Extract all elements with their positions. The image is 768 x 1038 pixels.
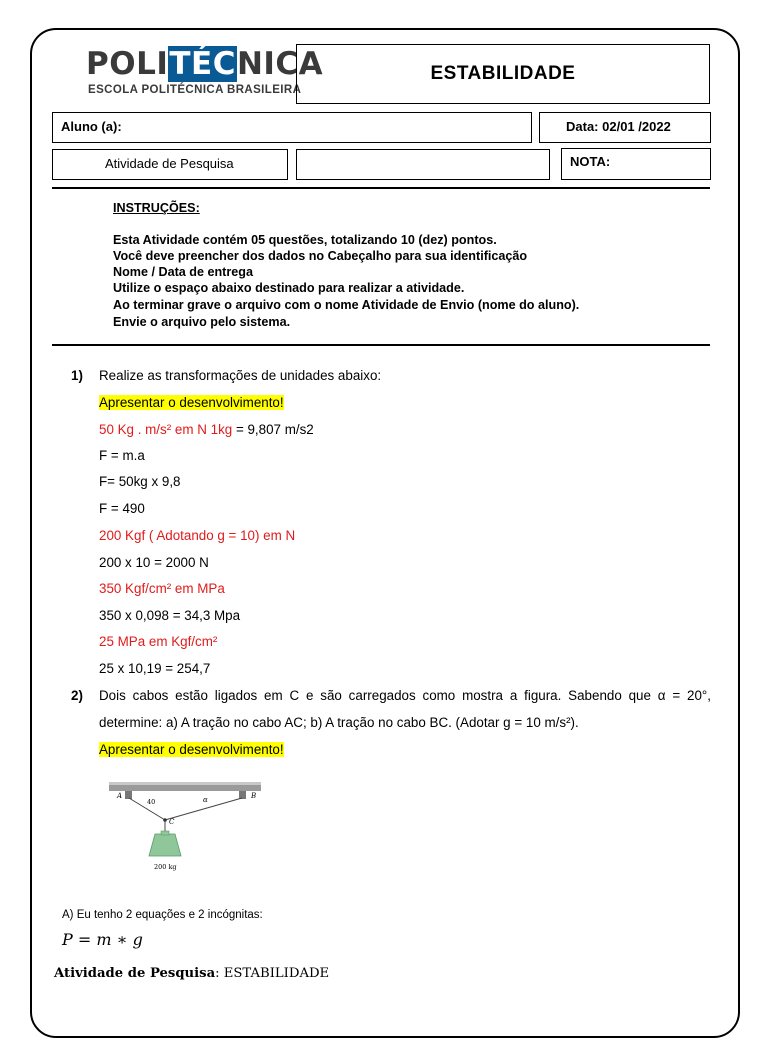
- student-name-field[interactable]: [52, 112, 532, 143]
- angle-alpha-label: α: [203, 796, 208, 804]
- question-2-number: 2): [71, 688, 83, 703]
- page-title: ESTABILIDADE: [430, 63, 576, 84]
- q1-item-4: 25 MPa em Kgf/cm²: [99, 634, 218, 649]
- instruction-line: Esta Atividade contém 05 questões, totalizando 10 (dez) pontos.: [113, 233, 497, 247]
- divider-top: [52, 187, 710, 189]
- title-box: [296, 44, 710, 104]
- q2-formula: P = m ∗ g: [62, 930, 143, 949]
- logo-wordmark: POLITÉCNICA: [86, 46, 324, 82]
- q1-work-line: F= 50kg x 9,8: [99, 474, 181, 489]
- activity-type-label: Atividade de Pesquisa: [105, 156, 234, 171]
- grade-label: NOTA:: [570, 154, 611, 169]
- mass-label: 200 kg: [154, 863, 177, 871]
- student-name-label: Aluno (a):: [61, 119, 122, 134]
- instruction-line: Você deve preencher dos dados no Cabeçalho para sua identificação: [113, 249, 528, 263]
- page-footer: Atividade de Pesquisa: ESTABILIDADE: [54, 966, 330, 981]
- instruction-line: Envie o arquivo pelo sistema.: [113, 315, 291, 329]
- q2-development-note: Apresentar o desenvolvimento!: [99, 742, 284, 757]
- logo-subtitle: ESCOLA POLITÉCNICA BRASILEIRA: [88, 84, 302, 96]
- activity-type-box: [52, 149, 288, 180]
- instruction-line: Nome / Data de entrega: [113, 265, 253, 279]
- label-c: C: [169, 818, 175, 826]
- instruction-line: Utilize o espaço abaixo destinado para realizar a atividade.: [113, 281, 465, 295]
- q2-answer-intro: A) Eu tenho 2 equações e 2 incógnitas:: [62, 909, 263, 921]
- q1-item-2: 200 Kgf ( Adotando g = 10) em N: [99, 528, 296, 543]
- q1-item-1: 50 Kg . m/s² em N 1kg = 9,807 m/s2: [99, 422, 314, 437]
- angle-40-label: 40: [147, 798, 156, 806]
- q1-development-note: Apresentar o desenvolvimento!: [99, 395, 284, 410]
- q1-work-line: 25 x 10,19 = 254,7: [99, 661, 211, 676]
- question-2-text: Dois cabos estão ligados em C e são carregados como mostra a figura. Sabendo que α = 20°, determine: a) A tração no cabo AC; b) A tração no cabo BC. (Adotar g = 10 m/s²).: [99, 688, 711, 730]
- politecnica-logo: [86, 46, 324, 104]
- q1-item-3: 350 Kgf/cm² em MPa: [99, 581, 225, 596]
- blank-field[interactable]: [296, 149, 550, 180]
- instructions-title: INSTRUÇÕES:: [113, 201, 200, 215]
- q1-work-line: F = 490: [99, 501, 145, 516]
- grade-field[interactable]: [561, 148, 711, 180]
- date-label: Data: 02/01 /2022: [566, 119, 671, 134]
- cable-diagram: [103, 776, 273, 876]
- q1-work-line: 200 x 10 = 2000 N: [99, 555, 209, 570]
- date-field[interactable]: [539, 112, 711, 143]
- q1-work-line: F = m.a: [99, 448, 145, 463]
- q1-work-line: 350 x 0,098 = 34,3 Mpa: [99, 608, 241, 623]
- label-b: B: [251, 792, 257, 800]
- question-1-number: 1): [71, 368, 83, 383]
- label-a: A: [117, 792, 123, 800]
- instruction-line: Ao terminar grave o arquivo com o nome Atividade de Envio (nome do aluno).: [113, 298, 580, 312]
- divider-instructions: [52, 344, 710, 346]
- question-1-prompt: Realize as transformações de unidades abaixo:: [99, 368, 382, 383]
